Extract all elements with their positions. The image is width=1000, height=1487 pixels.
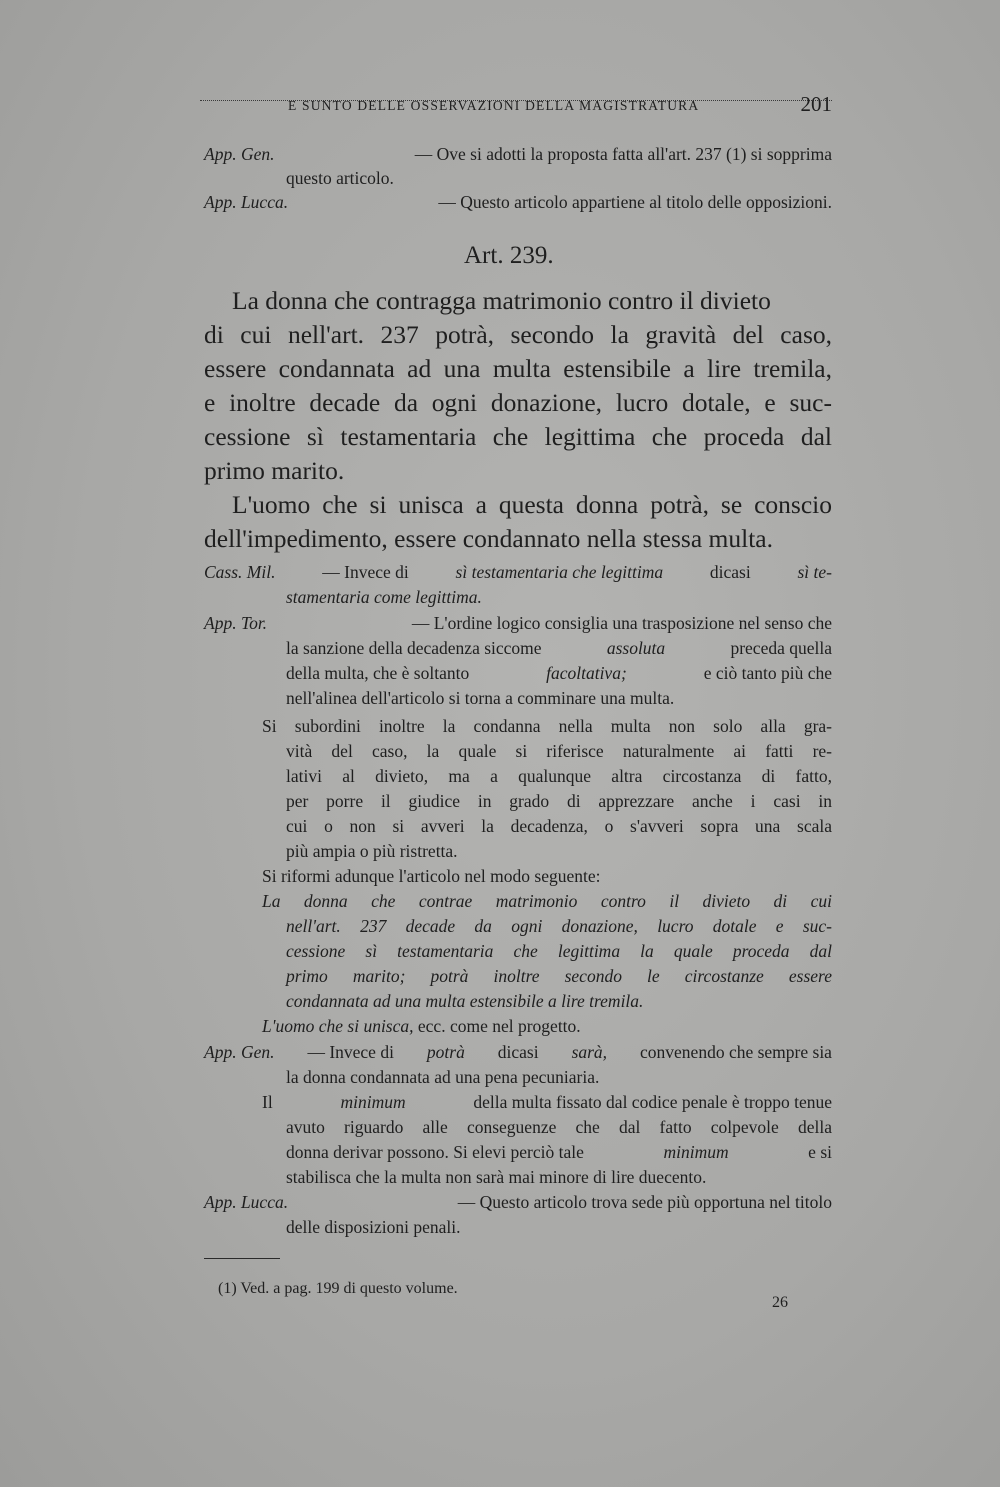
proposal-line: condannata ad una multa estensibile a lire tremila. xyxy=(286,991,644,1011)
note-italic: facoltativa; xyxy=(546,663,627,683)
note-source: App. Gen. xyxy=(204,1042,275,1062)
intro-line-3 xyxy=(204,192,832,213)
footnote-rule xyxy=(204,1258,280,1259)
running-title: E SUNTO DELLE OSSERVAZIONI DELLA MAGISTRATURA xyxy=(288,98,700,113)
article-line: L'uomo che si unisca a questa donna potrà, se conscio xyxy=(232,490,832,519)
note-app-lucca xyxy=(204,1192,832,1213)
note-text: convenendo che sempre sia xyxy=(640,1042,832,1062)
note-app-gen xyxy=(204,1042,832,1063)
note-line: delle disposizioni penali. xyxy=(286,1217,461,1237)
note-text: ecc. come nel progetto. xyxy=(417,1016,581,1036)
note-text: dicasi xyxy=(709,562,751,582)
note-line: stabilisca che la multa non sarà mai minore di lire duecento. xyxy=(286,1167,707,1187)
note-text: della multa fissato dal codice penale è troppo tenue xyxy=(473,1092,832,1112)
note-cass-mil xyxy=(204,562,832,583)
note-line: più ampia o più ristretta. xyxy=(286,841,458,861)
note-text: preceda quella xyxy=(730,638,832,658)
note-italic: sarà, xyxy=(571,1042,608,1062)
note-line: avuto riguardo alle conseguenze che dal fatto colpevole della xyxy=(286,1117,832,1137)
proposal-line: La donna che contrae matrimonio contro il divieto di cui xyxy=(262,891,832,911)
note-text: dicasi xyxy=(497,1042,539,1062)
note-italic: minimum xyxy=(340,1092,406,1112)
note-text: donna derivar possono. Si elevi perciò tale xyxy=(286,1142,584,1162)
note-text: — Invece di xyxy=(307,1042,394,1062)
note-line: vità del caso, la quale si riferisce naturalmente ai fatti re- xyxy=(286,741,832,761)
note-text: della multa, che è soltanto xyxy=(286,663,470,683)
article-text: La donna che contragga matrimonio contro il divieto xyxy=(232,286,771,315)
note-text: e si xyxy=(808,1142,832,1162)
intro-line-1 xyxy=(204,144,832,165)
proposal-line: cessione sì testamentaria che legittima la quale proceda dal xyxy=(286,941,832,961)
note-text: — Questo articolo trova sede più opportuna nel titolo xyxy=(457,1192,832,1212)
proposal-line: nell'art. 237 decade da ogni donazione, lucro dotale e suc- xyxy=(286,916,832,936)
article-line: dell'impedimento, essere condannato nella stessa multa. xyxy=(204,524,773,553)
article-line: cessione sì testamentaria che legittima che proceda dal xyxy=(204,422,832,451)
note-line xyxy=(286,1142,832,1163)
note-italic: potrà xyxy=(426,1042,465,1062)
note-text: — Invece di xyxy=(322,562,409,582)
note-line: cui o non si avveri la decadenza, o s'avveri sopra una scala xyxy=(286,816,832,836)
note-italic: sì testamentaria che legittima xyxy=(455,562,664,582)
note-line xyxy=(262,1092,832,1113)
note-source: App. Lucca. xyxy=(204,1192,289,1212)
page-number: 201 xyxy=(800,92,832,116)
note-source: Cass. Mil. xyxy=(204,562,276,582)
note-line xyxy=(286,663,832,684)
source-app-lucca: App. Lucca. xyxy=(204,192,289,212)
note-text: Il xyxy=(262,1092,273,1112)
note-line: lativi al divieto, ma a qualunque altra circostanza di fatto, xyxy=(286,766,832,786)
note-line: Si riformi adunque l'articolo nel modo seguente: xyxy=(262,866,601,886)
intro-line-2: questo articolo. xyxy=(286,168,394,188)
article-line: di cui nell'art. 237 potrà, secondo la gravità del caso, xyxy=(204,320,832,349)
article-line: e inoltre decade da ogni donazione, lucro dotale, e suc- xyxy=(204,388,832,417)
note-line xyxy=(262,1016,581,1037)
note-italic: assoluta xyxy=(606,638,666,658)
note-italic: minimum xyxy=(663,1142,729,1162)
note-text: — L'ordine logico consiglia una trasposizione nel senso che xyxy=(411,613,832,633)
note-line: Si subordini inoltre la condanna nella multa non solo alla gra- xyxy=(262,716,832,736)
note-line: la donna condannata ad una pena pecuniaria. xyxy=(286,1067,600,1087)
note-italic: stamentaria come legittima. xyxy=(286,587,482,607)
intro-text: — Questo articolo appartiene al titolo delle opposizioni. xyxy=(438,192,832,212)
article-line: essere condannata ad una multa estensibile a lire tremila, xyxy=(204,354,832,383)
article-line xyxy=(232,286,832,316)
signature-mark: 26 xyxy=(772,1294,788,1311)
article-heading: Art. 239. xyxy=(464,242,554,269)
note-line: per porre il giudice in grado di apprezzare anche i casi in xyxy=(286,791,832,811)
intro-text: — Ove si adotti la proposta fatta all'art. 237 (1) si sopprima xyxy=(414,144,832,164)
note-text: la sanzione della decadenza siccome xyxy=(286,638,542,658)
note-source: App. Tor. xyxy=(204,613,268,633)
source-app-gen: App. Gen. xyxy=(204,144,275,164)
running-header xyxy=(200,92,832,116)
note-italic: sì te- xyxy=(797,562,832,582)
note-line: nell'alinea dell'articolo si torna a comminare una multa. xyxy=(286,688,675,708)
note-app-tor xyxy=(204,613,832,634)
footnote: (1) Ved. a pag. 199 di questo volume. xyxy=(218,1280,458,1297)
note-text: e ciò tanto più che xyxy=(703,663,832,683)
note-line xyxy=(286,638,832,659)
note-cass-mil-line-2 xyxy=(286,587,482,608)
article-line: primo marito. xyxy=(204,456,345,485)
note-italic: L'uomo che si unisca, xyxy=(262,1016,414,1036)
proposal-line: primo marito; potrà inoltre secondo le circostanze essere xyxy=(286,966,832,986)
